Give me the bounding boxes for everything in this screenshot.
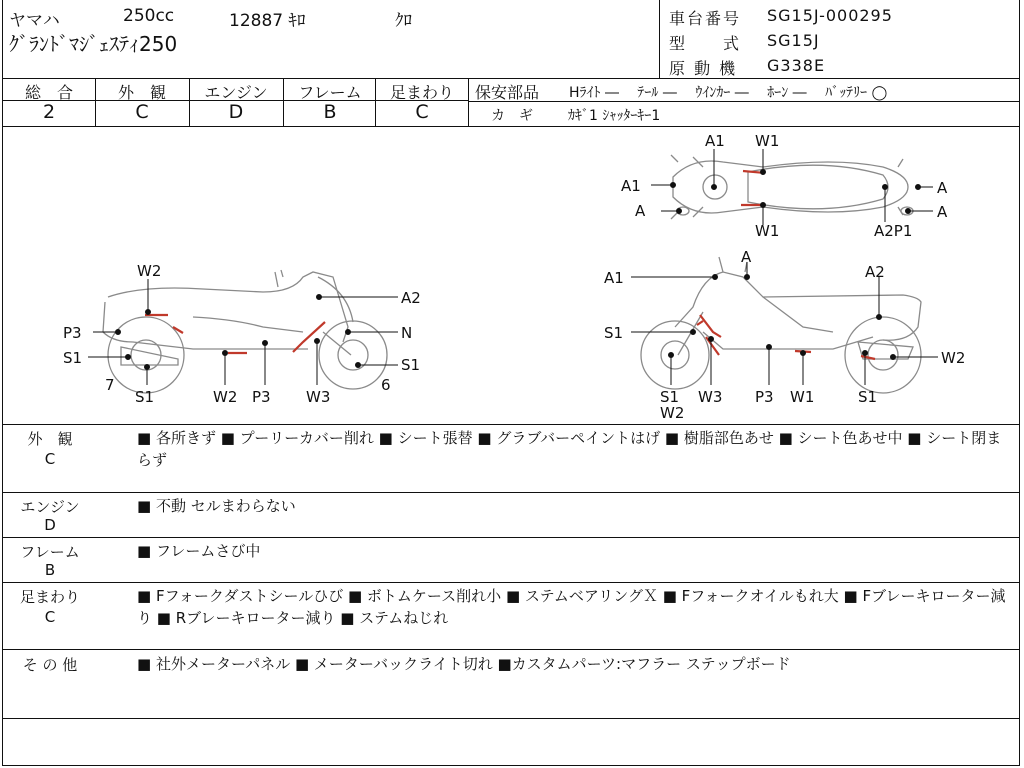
label-left-6: 6 [381, 376, 391, 394]
damage-marks [145, 171, 875, 359]
section-frame [3, 539, 1019, 581]
section-label-frame: フレーム [20, 543, 80, 561]
label-left-s1-bottom: S1 [135, 388, 155, 406]
label-left-n: N [401, 324, 413, 342]
displacement: 250cc [123, 6, 175, 26]
label-left-s1-right: S1 [401, 356, 421, 374]
label-right-w2-b: W2 [660, 404, 685, 422]
section-label-engine: エンジン [20, 498, 80, 516]
grade-label-overall: 総 合 [24, 83, 73, 102]
label-right-w3-b: W3 [698, 388, 723, 406]
grade-label-frame: フレーム [298, 83, 362, 102]
mileage: 12887 ｷﾛ [229, 11, 306, 31]
label-left-a2: A2 [401, 289, 421, 307]
section-grade-exterior: C [44, 450, 56, 468]
section-grade-suspension: C [44, 608, 56, 626]
label-left-w2: W2 [137, 262, 162, 280]
label-left-7: 7 [105, 376, 115, 394]
grade-label-engine: エンジン [204, 83, 268, 102]
label-top-a1: A1 [705, 132, 725, 150]
label-left-s1: S1 [63, 349, 83, 367]
label-right-s1-b1: S1 [660, 388, 680, 406]
section-text-frame: ■ フレームさび中 [137, 542, 261, 560]
label-right-a: A [741, 248, 752, 266]
label-left-w2-bottom: W2 [213, 388, 238, 406]
color: ｸﾛ [395, 11, 412, 31]
spec-value-chassis: SG15J-000295 [767, 6, 893, 25]
label-left-p3: P3 [63, 324, 82, 342]
label-right-w1-b: W1 [790, 388, 815, 406]
label-right-s1-b2: S1 [858, 388, 878, 406]
safety-label: 保安部品 [475, 83, 540, 102]
label-top-a2p1: A2P1 [874, 222, 913, 240]
section-engine [3, 494, 1019, 536]
label-top-a-right1: A [937, 179, 948, 197]
label-left-w3-bottom: W3 [306, 388, 331, 406]
label-top-a1-left: A1 [621, 177, 641, 195]
section-label-suspension: 足まわり [19, 588, 80, 606]
grade-value-suspension: C [415, 101, 429, 123]
inspection-sheet [2, 0, 1020, 766]
section-text-suspension: ■ Fフォークダストシールひび ■ ボトムケース削れ小 ■ ステムベアリングＸ ■ Fフォークオイルもれ大 ■ Fブレーキローター減り ■ Rブレーキローター減り ■ ステムねじれ [137, 587, 1006, 627]
damage-diagram [3, 127, 1019, 423]
spec-value-engine: G338E [767, 56, 826, 75]
section-grade-engine: D [44, 516, 56, 534]
label-top-a-left: A [635, 202, 646, 220]
left-view-bike [103, 270, 387, 393]
grade-label-exterior: 外 観 [117, 83, 166, 102]
header-divider [659, 0, 660, 78]
section-text-engine: ■ 不動 セルまわらない [137, 497, 296, 515]
section-label-exterior: 外 観 [27, 430, 73, 448]
label-top-w1-bottom: W1 [755, 222, 780, 240]
label-right-w2: W2 [941, 349, 966, 367]
label-left-p3-bottom: P3 [252, 388, 271, 406]
label-right-a1: A1 [604, 269, 624, 287]
maker: ヤマハ [9, 11, 60, 31]
section-text-other: ■ 社外メーターパネル ■ メーターバックライト切れ ■カスタムパーツ:マフラー ステップボード [137, 655, 791, 673]
label-top-w1: W1 [755, 132, 780, 150]
grade-value-engine: D [228, 101, 244, 123]
section-suspension [3, 584, 1019, 648]
label-top-a-right2: A [937, 203, 948, 221]
label-right-a2: A2 [865, 263, 885, 281]
spec-value-type: SG15J [767, 31, 820, 50]
grade-value-frame: B [323, 101, 337, 123]
section-text-exterior: ■ 各所きず ■ プーリーカバー削れ ■ シート張替 ■ グラブバーペイントはげ ■ 樹脂部色あせ ■ シート色あせ中 ■ シート閉まらず [137, 429, 1002, 469]
key-value: ｶｷﾞ1 ｼｬｯﾀｰｷｰ1 [568, 108, 661, 124]
section-other [3, 651, 1019, 717]
safety-items: Hﾗｲﾄ ― ﾃｰﾙ ― ｳｲﾝｶｰ ― ﾎｰﾝ ― ﾊﾞｯﾃﾘｰ ◯ [569, 85, 888, 101]
section-grade-frame: B [44, 561, 56, 579]
section-label-other: そ の 他 [22, 656, 78, 674]
label-right-s1: S1 [604, 324, 624, 342]
spec-key-type: 型 式 [669, 34, 742, 53]
grade-value-exterior: C [135, 101, 149, 123]
key-label: カ ギ [491, 108, 533, 124]
spec-key-engine: 原 動 機 [669, 59, 738, 78]
grade-value-overall: 2 [42, 101, 56, 123]
label-right-p3-b: P3 [755, 388, 774, 406]
section-exterior [3, 426, 1019, 492]
model-name: ｸﾞﾗﾝﾄﾞﾏｼﾞｪｽﾃｨ250 [9, 32, 178, 56]
top-view-bike [671, 155, 913, 219]
spec-key-chassis: 車台番号 [669, 9, 742, 28]
grade-label-suspension: 足まわり [389, 83, 454, 102]
